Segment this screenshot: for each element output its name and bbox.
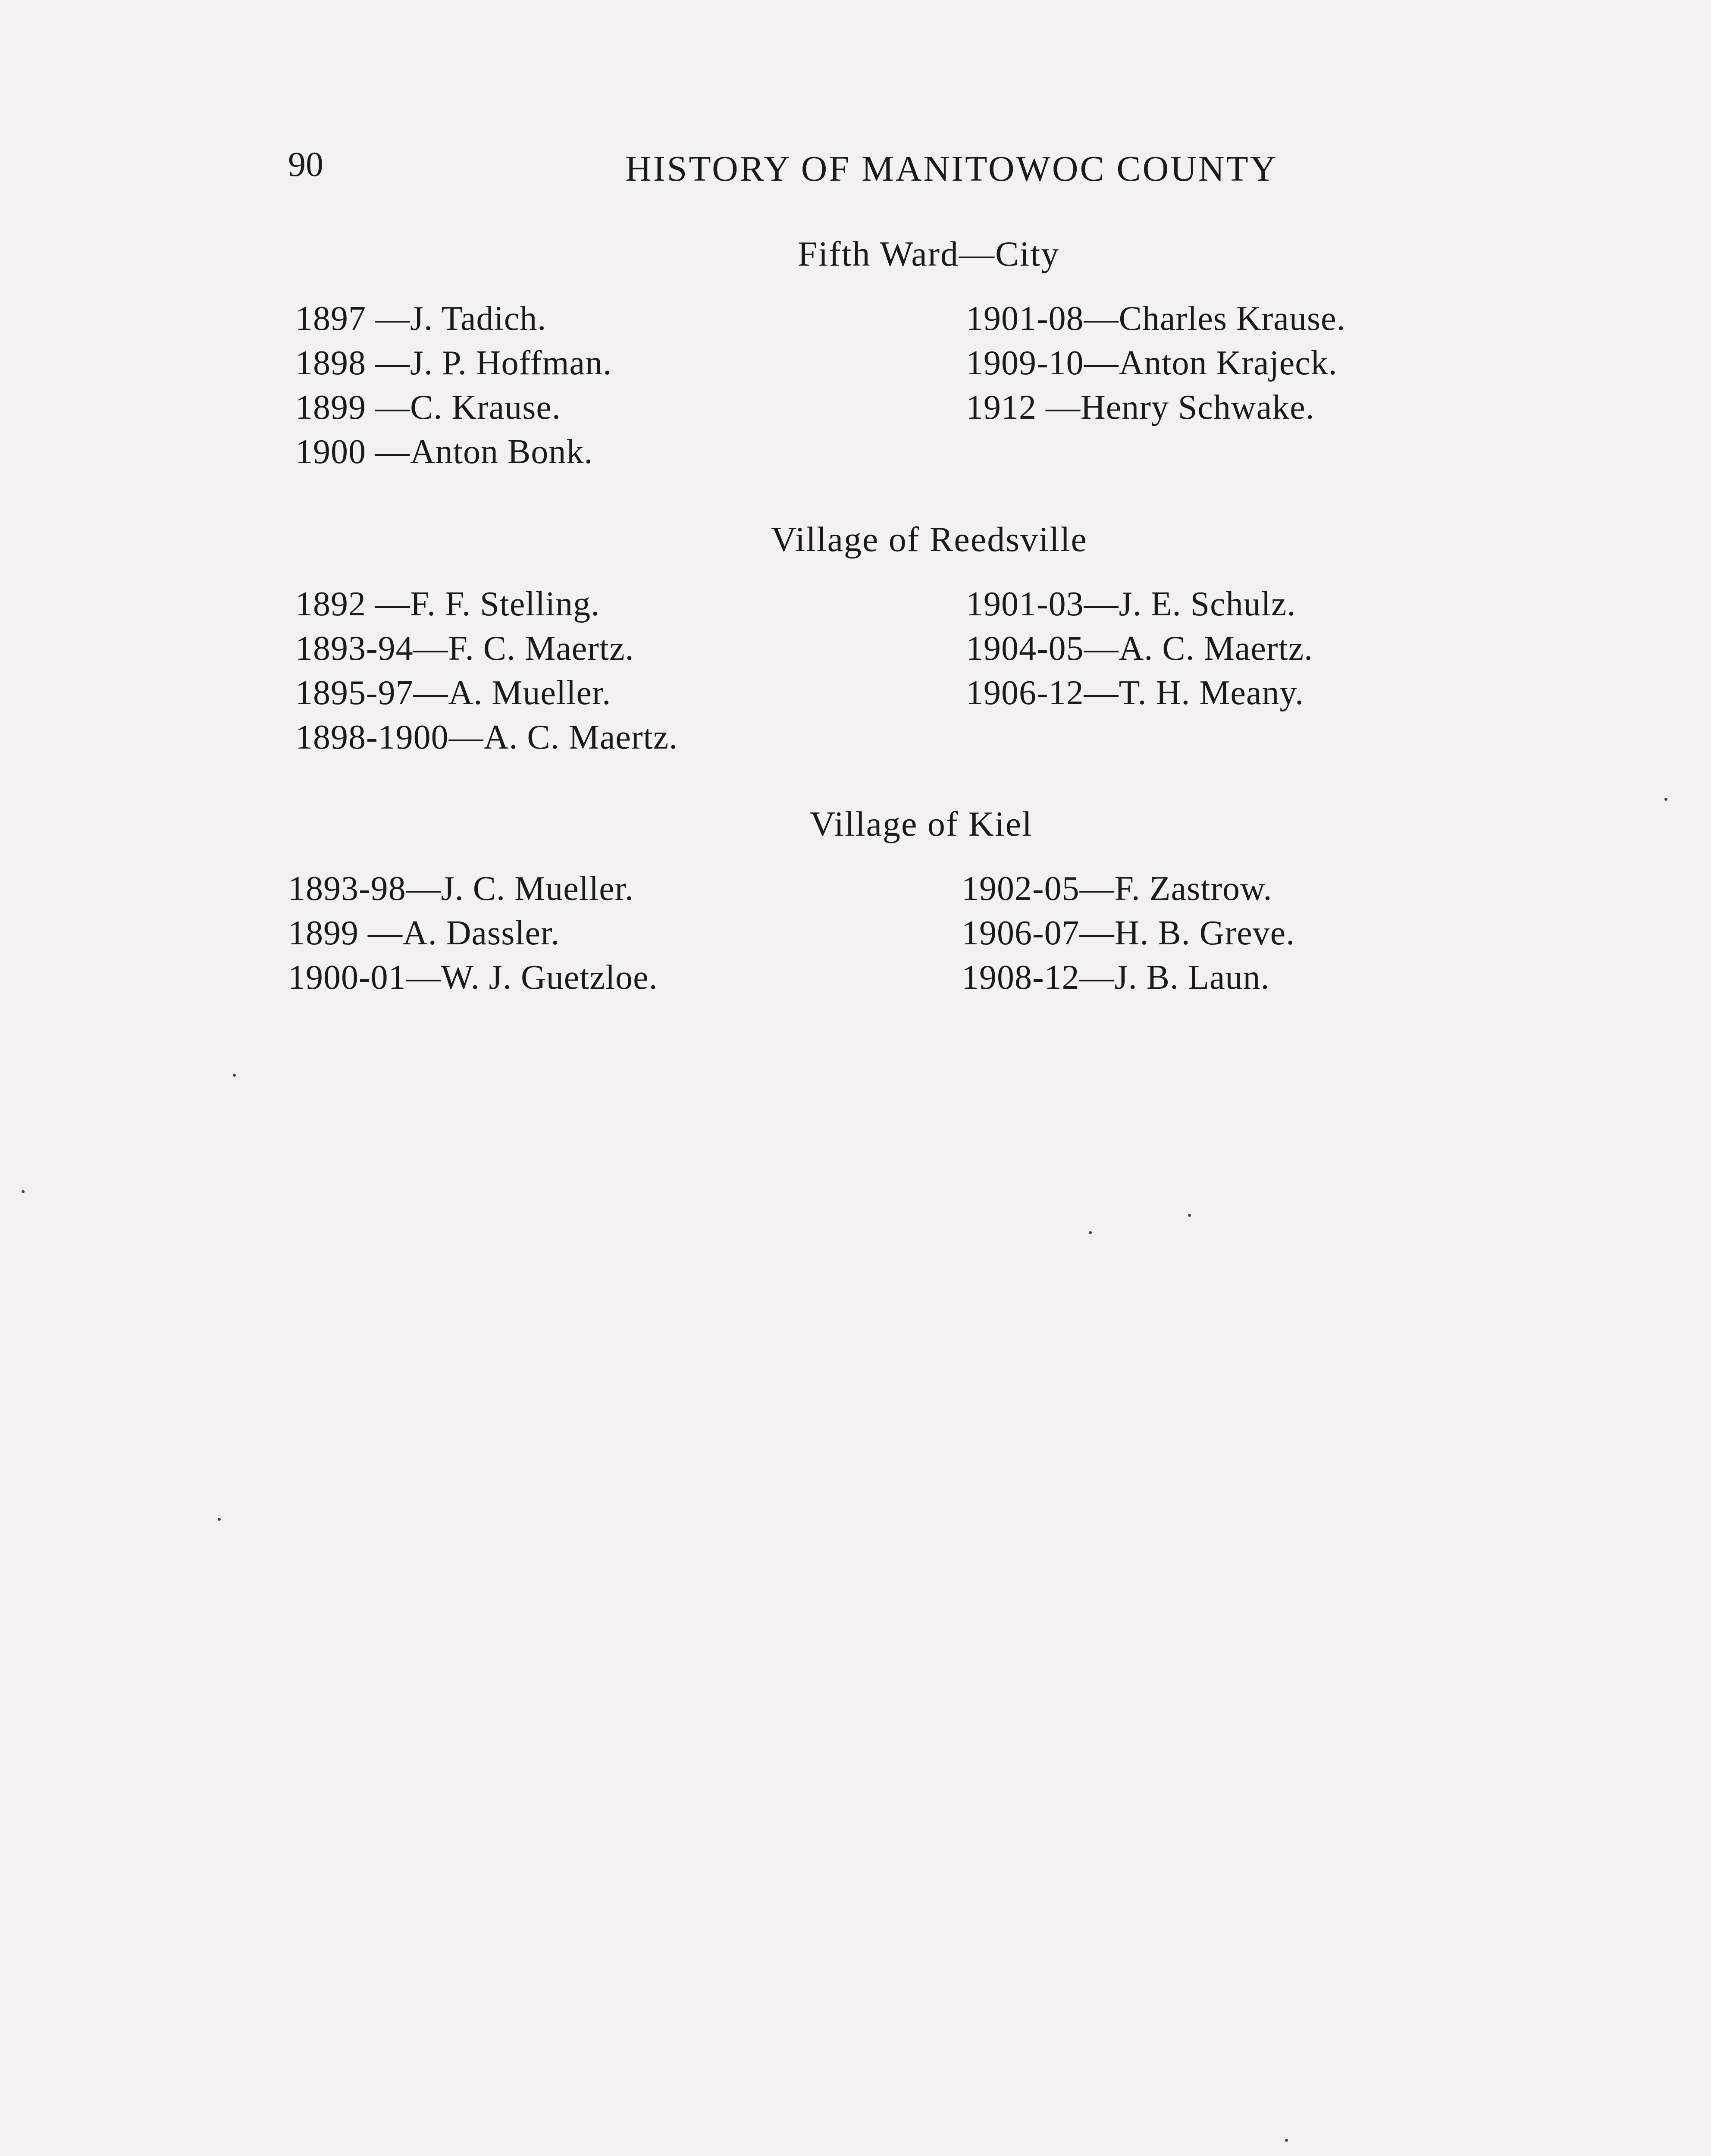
list-item: 1898 —J. P. Hoffman. <box>295 344 612 382</box>
list-item: 1902-05—F. Zastrow. <box>962 870 1272 908</box>
list-item: 1897 —J. Tadich. <box>295 300 547 338</box>
list-item: 1892 —F. F. Stelling. <box>295 585 600 623</box>
speck <box>1285 2139 1288 2142</box>
page-number: 90 <box>288 144 323 184</box>
right-column <box>966 582 1313 715</box>
speck <box>1664 798 1667 801</box>
right-column <box>966 297 1346 430</box>
list-item: 1909-10—Anton Krajeck. <box>966 344 1338 382</box>
right-column <box>962 867 1295 1000</box>
list-item: 1901-03—J. E. Schulz. <box>966 585 1296 623</box>
list-item: 1899 —A. Dassler. <box>288 914 560 952</box>
left-column <box>295 297 612 474</box>
list-item: 1906-12—T. H. Meany. <box>966 674 1304 712</box>
section-heading: Village of Reedsville <box>771 520 1087 559</box>
section-heading: Fifth Ward—City <box>798 234 1060 273</box>
list-item: 1893-94—F. C. Maertz. <box>295 630 634 667</box>
section-heading: Village of Kiel <box>810 804 1033 843</box>
list-item: 1912 —Henry Schwake. <box>966 389 1315 426</box>
speck <box>1089 1231 1092 1234</box>
speck <box>1188 1214 1191 1217</box>
left-column <box>288 867 658 1000</box>
list-item: 1898-1900—A. C. Maertz. <box>295 718 678 756</box>
list-item: 1900 —Anton Bonk. <box>295 433 593 471</box>
list-item: 1901-08—Charles Krause. <box>966 300 1346 338</box>
list-item: 1908-12—J. B. Laun. <box>962 959 1270 997</box>
speck <box>22 1190 25 1193</box>
list-item: 1904-05—A. C. Maertz. <box>966 630 1313 667</box>
speck <box>233 1074 236 1077</box>
speck <box>218 1518 221 1521</box>
list-item: 1900-01—W. J. Guetzloe. <box>288 959 658 997</box>
running-title: HISTORY OF MANITOWOC COUNTY <box>625 149 1278 189</box>
list-item: 1893-98—J. C. Mueller. <box>288 870 634 908</box>
list-item: 1899 —C. Krause. <box>295 389 561 426</box>
list-item: 1895-97—A. Mueller. <box>295 674 611 712</box>
left-column <box>295 582 678 760</box>
list-item: 1906-07—H. B. Greve. <box>962 914 1295 952</box>
